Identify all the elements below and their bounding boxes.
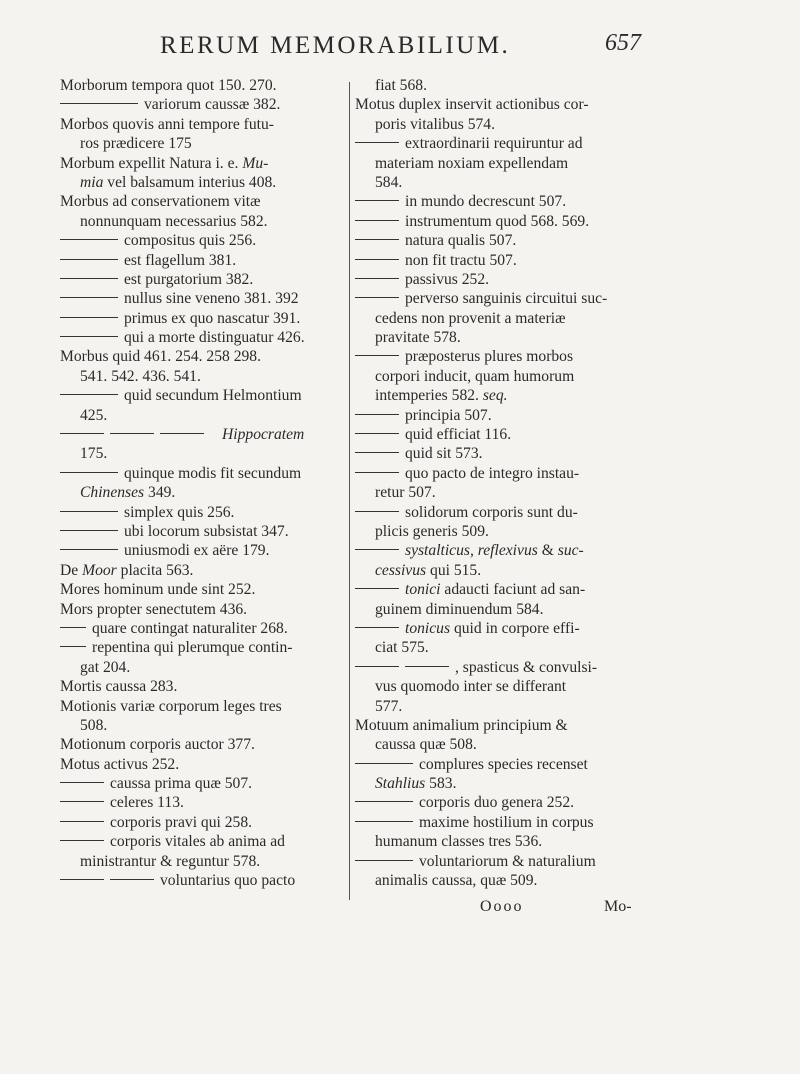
- index-subentry: Hippocratem: [60, 425, 344, 444]
- index-column-right: [355, 76, 641, 890]
- index-subentry: non fit tractu 507.: [355, 251, 641, 270]
- index-subentry: nullus sine veneno 381. 392: [60, 289, 344, 308]
- index-subentry: tonicus quid in corpore effi-: [355, 619, 641, 638]
- ditto-dash: [355, 200, 399, 201]
- index-entry-continued: mia vel balsamum interius 408.: [80, 173, 277, 191]
- ditto-dash: [355, 821, 413, 822]
- running-header: [0, 28, 800, 68]
- index-entry-continued: plicis generis 509.: [375, 522, 489, 540]
- index-entry-continued: 508.: [80, 716, 108, 734]
- index-entry-continued: Stahlius 583.: [375, 775, 457, 793]
- index-subentry: maxime hostilium in corpus: [355, 813, 641, 832]
- ditto-dash: [60, 239, 118, 240]
- ditto-dash: [355, 433, 399, 434]
- page-title: RERUM MEMORABILIUM.: [160, 32, 511, 59]
- index-entry: Morbum expellit Natura i. e. Mu-: [60, 154, 269, 172]
- ditto-dash: [60, 549, 118, 550]
- ditto-dash: [60, 782, 104, 783]
- ditto-dash: [355, 297, 399, 298]
- index-entry-continued: fiat 568.: [375, 77, 427, 94]
- ditto-dash: [355, 452, 399, 453]
- ditto-dash: [355, 801, 413, 802]
- index-subentry: corporis duo genera 252.: [355, 793, 641, 812]
- ditto-dash: [60, 317, 118, 318]
- index-subentry: systalticus, reflexivus & suc-: [355, 541, 641, 560]
- index-entry-continued: vus quomodo inter se differant: [375, 678, 567, 696]
- index-subentry: quinque modis fit secundum: [60, 464, 344, 483]
- index-subentry: solidorum corporis sunt du-: [355, 503, 641, 522]
- index-entry-continued: animalis caussa, quæ 509.: [375, 872, 538, 890]
- ditto-dash: [60, 801, 104, 802]
- ditto-dash: [60, 103, 138, 104]
- index-column-left: [60, 76, 344, 890]
- index-entry: Motionis variæ corporum leges tres: [60, 697, 282, 715]
- index-entry: Mortis caussa 283.: [60, 678, 178, 696]
- ditto-dash: [355, 355, 399, 356]
- ditto-dash: [110, 879, 154, 880]
- index-entry-continued: 425.: [80, 406, 108, 424]
- index-entry-continued: cessivus qui 515.: [375, 561, 482, 579]
- index-entry-continued: ciat 575.: [375, 639, 429, 657]
- ditto-dash: [60, 259, 118, 260]
- ditto-dash: [60, 627, 86, 628]
- index-subentry: quo pacto de integro instau-: [355, 464, 641, 483]
- page-number: 657: [605, 30, 641, 56]
- index-subentry: natura qualis 507.: [355, 231, 641, 250]
- index-subentry: quare contingat naturaliter 268.: [60, 619, 344, 638]
- ditto-dash: [60, 511, 118, 512]
- index-subentry: complures species recenset: [355, 755, 641, 774]
- index-entry: De Moor placita 563.: [60, 561, 194, 579]
- index-subentry: in mundo decrescunt 507.: [355, 192, 641, 211]
- ditto-dash: [355, 627, 399, 628]
- ditto-dash: [355, 511, 399, 512]
- ditto-dash: [60, 879, 104, 880]
- index-entry-continued: gat 204.: [80, 658, 131, 676]
- ditto-dash: [60, 530, 118, 531]
- index-entry: Morborum tempora quot 150. 270.: [60, 77, 277, 94]
- ditto-dash: [405, 666, 449, 667]
- ditto-dash: [355, 666, 399, 667]
- ditto-dash: [60, 646, 86, 647]
- index-subentry: passivus 252.: [355, 270, 641, 289]
- index-subentry: principia 507.: [355, 406, 641, 425]
- page-footer: [0, 898, 800, 922]
- ditto-dash: [355, 414, 399, 415]
- index-subentry: præposterus plures morbos: [355, 347, 641, 366]
- index-entry-continued: retur 507.: [375, 484, 436, 502]
- index-entry-continued: corpori inducit, quam humorum: [375, 367, 575, 385]
- index-subentry: simplex quis 256.: [60, 503, 344, 522]
- ditto-dash: [355, 259, 399, 260]
- ditto-dash: [355, 472, 399, 473]
- index-entry: Motus activus 252.: [60, 755, 180, 773]
- ditto-dash: [355, 860, 413, 861]
- index-entry-continued: pravitate 578.: [375, 329, 461, 347]
- index-subentry: variorum caussæ 382.: [60, 95, 344, 114]
- ditto-dash: [355, 763, 413, 764]
- index-subentry: extraordinarii requiruntur ad: [355, 134, 641, 153]
- ditto-dash: [110, 433, 154, 434]
- ditto-dash: [60, 297, 118, 298]
- index-subentry: perverso sanguinis circuitui suc-: [355, 289, 641, 308]
- ditto-dash: [355, 220, 399, 221]
- index-subentry: corporis pravi qui 258.: [60, 813, 344, 832]
- index-subentry: primus ex quo nascatur 391.: [60, 309, 344, 328]
- ditto-dash: [60, 472, 118, 473]
- index-subentry: voluntariorum & naturalium: [355, 852, 641, 871]
- index-subentry: quid secundum Helmontium: [60, 386, 344, 405]
- index-entry-continued: 175.: [80, 445, 108, 463]
- ditto-dash: [355, 278, 399, 279]
- index-subentry: corporis vitales ab anima ad: [60, 832, 344, 851]
- index-entry-continued: 584.: [375, 173, 403, 191]
- ditto-dash: [160, 433, 204, 434]
- index-entry-continued: 541. 542. 436. 541.: [80, 367, 201, 385]
- index-entry-continued: guinem diminuendum 584.: [375, 600, 544, 618]
- index-entry-continued: ros prædicere 175: [80, 135, 192, 153]
- index-entry-continued: materiam noxiam expellendam: [375, 154, 569, 172]
- index-entry-continued: caussa quæ 508.: [375, 736, 477, 754]
- index-entry-continued: nonnunquam necessarius 582.: [80, 212, 268, 230]
- index-subentry: instrumentum quod 568. 569.: [355, 212, 641, 231]
- index-entry-continued: Chinenses 349.: [80, 484, 176, 502]
- index-entry-continued: humanum classes tres 536.: [375, 833, 543, 851]
- index-subentry: qui a morte distinguatur 426.: [60, 328, 344, 347]
- index-entry: Mors propter senectutem 436.: [60, 600, 248, 618]
- ditto-dash: [60, 821, 104, 822]
- index-entry: Motus duplex inservit actionibus cor-: [355, 96, 589, 114]
- index-subentry: quid sit 573.: [355, 444, 641, 463]
- ditto-dash: [355, 142, 399, 143]
- ditto-dash: [60, 394, 118, 395]
- index-subentry: quid efficiat 116.: [355, 425, 641, 444]
- ditto-dash: [355, 549, 399, 550]
- index-subentry: caussa prima quæ 507.: [60, 774, 344, 793]
- index-entry-continued: intemperies 582. seq.: [375, 387, 508, 405]
- ditto-dash: [355, 239, 399, 240]
- column-divider: [349, 82, 350, 900]
- catchword: Mo-: [604, 898, 632, 915]
- index-subentry: celeres 113.: [60, 793, 344, 812]
- index-entry-continued: poris vitalibus 574.: [375, 115, 495, 133]
- index-subentry: est flagellum 381.: [60, 251, 344, 270]
- ditto-dash: [60, 336, 118, 337]
- index-entry: Motuum animalium principium &: [355, 716, 568, 734]
- index-entry-continued: cedens non provenit a materiæ: [375, 309, 566, 327]
- index-subentry: uniusmodi ex aëre 179.: [60, 541, 344, 560]
- signature-mark: Oooo: [480, 898, 524, 915]
- index-subentry: compositus quis 256.: [60, 231, 344, 250]
- index-entry: Morbus ad conservationem vitæ: [60, 193, 261, 211]
- ditto-dash: [60, 278, 118, 279]
- index-subentry: voluntarius quo pacto: [60, 871, 344, 890]
- index-entry: Motionum corporis auctor 377.: [60, 736, 255, 754]
- ditto-dash: [355, 588, 399, 589]
- index-entry-continued: ministrantur & reguntur 578.: [80, 852, 261, 870]
- index-subentry: ubi locorum subsistat 347.: [60, 522, 344, 541]
- index-subentry: est purgatorium 382.: [60, 270, 344, 289]
- index-entry: Mores hominum unde sint 252.: [60, 581, 256, 599]
- index-entry-continued: 577.: [375, 697, 403, 715]
- index-subentry: tonici adaucti faciunt ad san-: [355, 580, 641, 599]
- index-subentry: , spasticus & convulsi-: [355, 658, 641, 677]
- index-subentry: repentina qui plerumque contin-: [60, 638, 344, 657]
- ditto-dash: [60, 840, 104, 841]
- index-entry: Morbos quovis anni tempore futu-: [60, 115, 274, 133]
- index-entry: Morbus quid 461. 254. 258 298.: [60, 348, 261, 366]
- ditto-dash: [60, 433, 104, 434]
